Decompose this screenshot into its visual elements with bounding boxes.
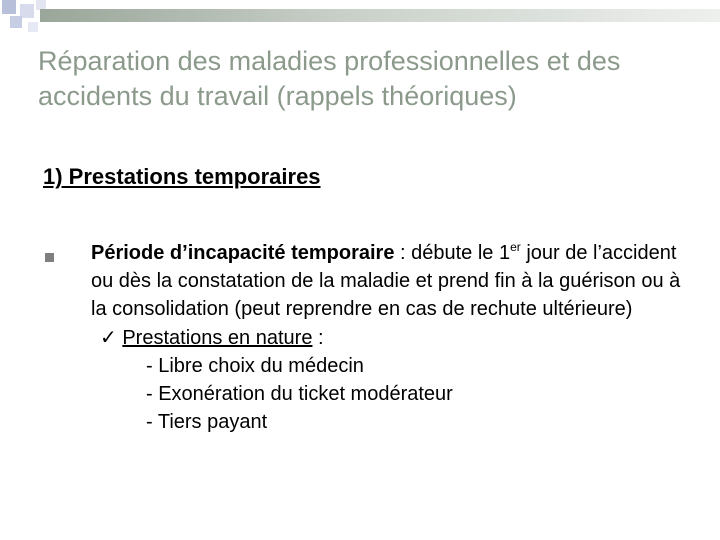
slide-title: Réparation des maladies professionnelles et des accidents du travail (rappels théoriques) <box>38 46 621 111</box>
decorative-header-bar <box>40 9 720 22</box>
bullet-paragraph <box>91 239 691 323</box>
sub-item: - Exonération du ticket modérateur <box>146 383 453 405</box>
bullet-body <box>91 239 691 436</box>
bullet-marker <box>45 253 54 262</box>
sub-item: - Tiers payant <box>146 411 268 433</box>
check-mark-icon: ✓ <box>100 325 117 349</box>
deco-square <box>2 0 16 14</box>
check-item-label: Prestations en nature <box>122 327 313 349</box>
bullet-text-rest: jour de l’accident ou dès la constatation de la maladie et prend fin à la guérison ou à la consolidation (peut reprendre en cas de rechute ultérieure) <box>91 242 681 320</box>
section-heading: 1) Prestations temporaires <box>43 164 321 189</box>
bullet-lead: Période d’incapacité temporaire <box>91 242 395 264</box>
deco-square <box>10 16 22 28</box>
check-item <box>100 323 691 352</box>
bullet-text-start: : débute le 1 <box>394 242 511 264</box>
deco-square <box>28 22 38 32</box>
sub-item: - Libre choix du médecin <box>146 355 364 377</box>
deco-square <box>20 4 34 18</box>
ordinal-superscript: er <box>510 240 521 254</box>
check-item-suffix: : <box>312 327 324 349</box>
